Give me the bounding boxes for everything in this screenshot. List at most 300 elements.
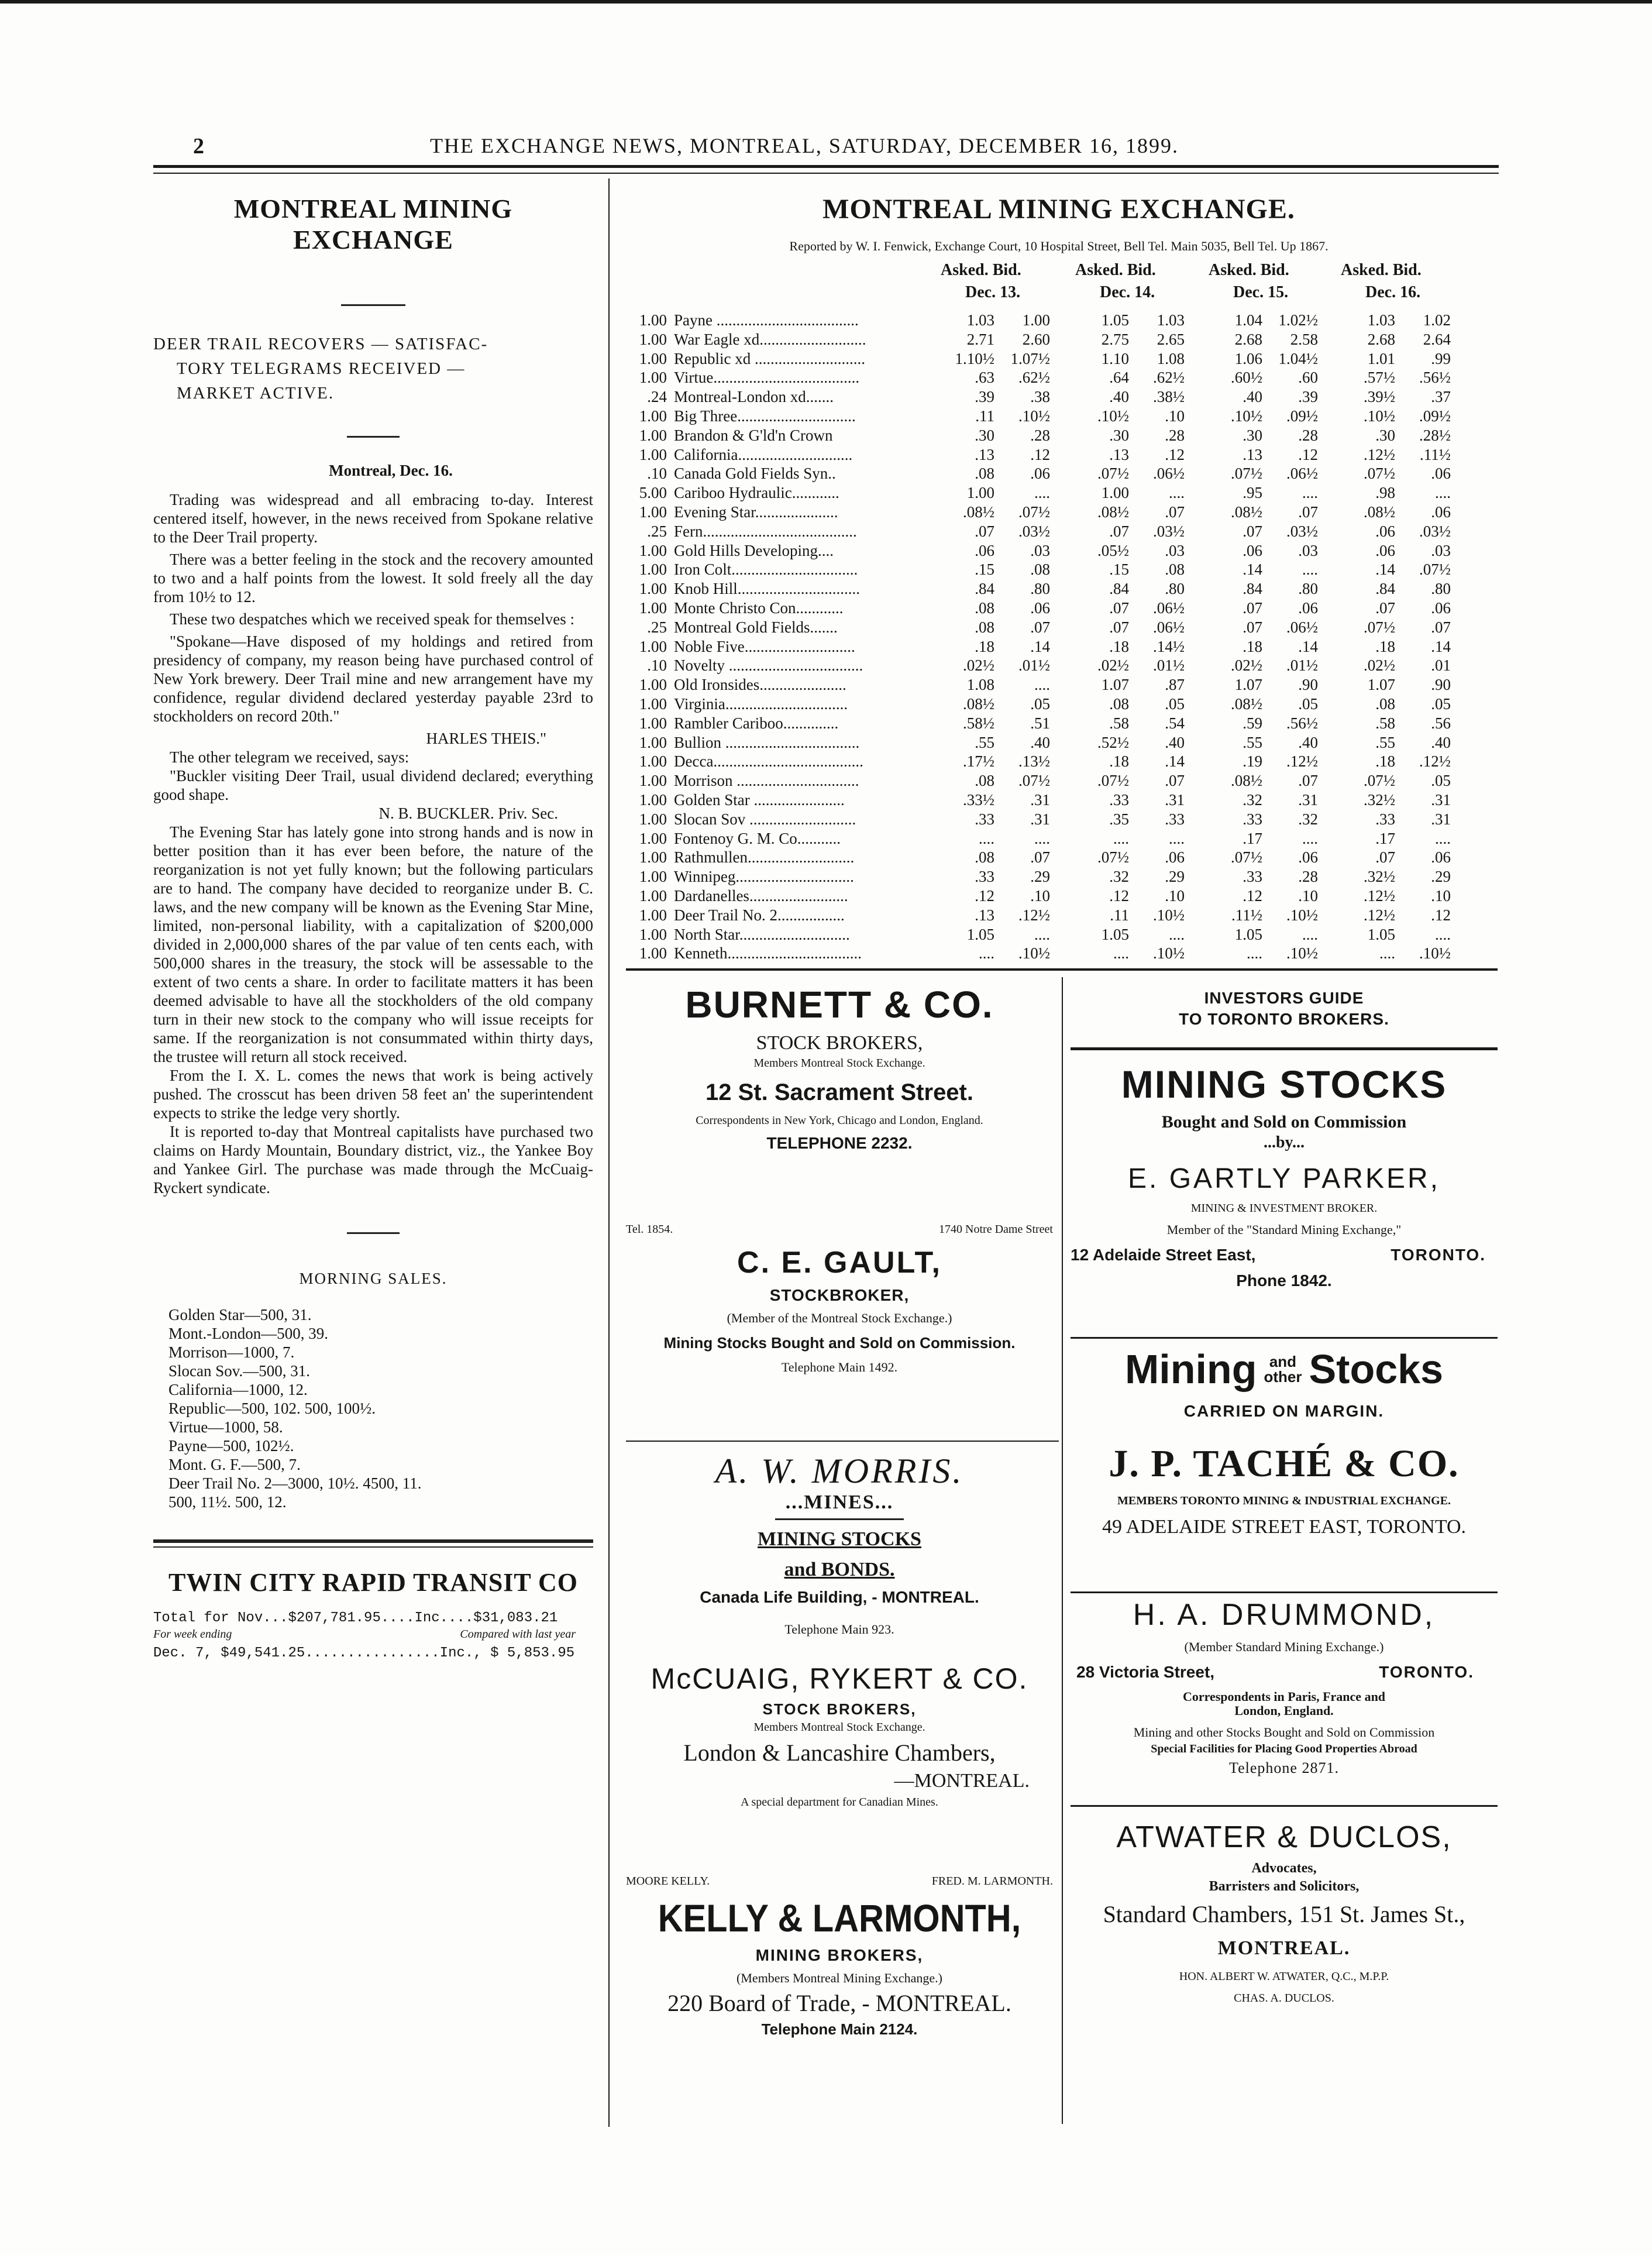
- asked-price: .33: [1243, 810, 1262, 828]
- stock-name: Monte Christo Con............: [674, 599, 844, 617]
- par-value: 1.00: [639, 311, 667, 329]
- asked-price: 2.68: [1234, 330, 1262, 348]
- bid-price: .32: [1298, 810, 1318, 828]
- bid-price: .05: [1431, 772, 1451, 790]
- investors-guide: [1071, 989, 1498, 1029]
- asked-price: .07: [1375, 599, 1395, 617]
- bid-price: .90: [1431, 676, 1451, 694]
- article-paragraph: From the I. X. L. comes the news that work is being actively pushed. The crosscut has been driven 58 feet an' the superintendent expects to strike the ledge very shortly.: [153, 1067, 593, 1122]
- par-value: 1.00: [639, 637, 667, 655]
- bid-price: .62½: [1153, 369, 1185, 387]
- table-bottom-rule: [626, 968, 1498, 971]
- asked-price: .84: [1375, 580, 1395, 598]
- bid-price: ....: [1169, 484, 1185, 502]
- asked-price: .12: [1109, 887, 1129, 905]
- investors-line2: TO TORONTO BROKERS.: [1179, 1010, 1389, 1028]
- bid-price: .05: [1298, 695, 1318, 713]
- drummond-phone: Telephone 2871.: [1229, 1759, 1339, 1776]
- asked-price: .55: [1243, 733, 1262, 751]
- asked-price: ....: [1379, 944, 1395, 962]
- bid-price: .06: [1298, 599, 1318, 617]
- col-header-date: Dec. 15.: [1233, 283, 1289, 301]
- bid-price: .29: [1431, 868, 1451, 886]
- asked-price: 1.00: [1101, 484, 1129, 502]
- quote-row: [626, 695, 1492, 713]
- parker-line2: ...by...: [1263, 1133, 1305, 1151]
- twin-rule-thin: [153, 1546, 593, 1548]
- asked-price: .10½: [1364, 407, 1395, 425]
- bid-price: .07: [1298, 503, 1318, 521]
- asked-price: ....: [979, 829, 994, 847]
- asked-price: .11: [1110, 906, 1129, 924]
- par-value: 1.00: [639, 868, 667, 886]
- gault-street: 1740 Notre Dame Street: [939, 1223, 1053, 1236]
- asked-price: .14: [1243, 561, 1262, 579]
- stock-name: Brandon & G'ld'n Crown: [674, 426, 833, 444]
- bid-price: 1.02½: [1278, 311, 1318, 329]
- quote-row: [626, 311, 1492, 329]
- par-value: 1.00: [639, 906, 667, 924]
- quote-row: [626, 369, 1492, 386]
- asked-price: .06: [1375, 541, 1395, 559]
- article-paragraph: The Evening Star has lately gone into strong hands and is now in better position than it has ever been before, the nature of the reorganization is not yet fully known; but the following particulars are to hand. The company have decided to reorganize under B. C. laws, and the new company will be known as the Evening Star Mine, limited, non-personal liability, with a capitalization of $200,000 divided in 2,000,000 shares of the par value of ten cents each, with 500,000 shares in the treasury, the stock will be assessable to the extent of two cents a share. In order to facilitate matters it has been deemed advisable to have all the stockholders of the old company turn in their new stock to the company who will issue receipts for same. If the reorganization is not consummated within thirty days, the trustee will return all stock received.: [153, 823, 593, 1065]
- bid-price: .10: [1298, 887, 1318, 905]
- bid-price: .14: [1298, 637, 1318, 655]
- headline-divider: [347, 436, 400, 438]
- bid-price: .06½: [1153, 618, 1185, 636]
- asked-price: .08½: [1097, 503, 1129, 521]
- drummond-line1: (Member Standard Mining Exchange.): [1184, 1639, 1384, 1654]
- asked-price: .58: [1375, 714, 1395, 732]
- asked-price: .07: [1243, 618, 1262, 636]
- tache-name: J. P. TACHÉ & CO.: [1109, 1442, 1460, 1485]
- asked-price: .17: [1243, 829, 1262, 847]
- asked-price: .12½: [1364, 887, 1395, 905]
- bid-price: .03: [1165, 541, 1185, 559]
- asked-price: .06: [1375, 522, 1395, 540]
- bid-price: .06½: [1153, 465, 1185, 483]
- bid-price: .14: [1165, 752, 1185, 771]
- asked-price: .08½: [1231, 772, 1262, 790]
- asked-price: .30: [1243, 426, 1262, 444]
- bid-price: 1.02: [1423, 311, 1451, 329]
- kelly-partner2: FRED. M. LARMONTH.: [931, 1875, 1053, 1888]
- asked-price: ....: [1247, 944, 1262, 962]
- parker-rule: [1071, 1337, 1498, 1339]
- par-value: 1.00: [639, 445, 667, 463]
- drummond-ad: [1071, 1597, 1498, 1777]
- asked-price: .07: [975, 522, 994, 540]
- investors-rule: [1071, 1047, 1498, 1050]
- tache-title-and: and: [1269, 1353, 1297, 1370]
- bid-price: .12: [1431, 906, 1451, 924]
- par-value: 1.00: [639, 772, 667, 790]
- kelly-ad: [626, 1875, 1053, 2039]
- asked-price: .08: [975, 848, 994, 867]
- asked-price: .05½: [1097, 541, 1129, 559]
- morning-sales-list: [153, 1305, 593, 1511]
- morris-line1: ...MINES...: [785, 1491, 894, 1513]
- sale-entry: Deer Trail No. 2—3000, 10½. 4500, 11.: [168, 1474, 422, 1492]
- stock-name: Payne ....................................: [674, 311, 859, 329]
- asked-price: .32½: [1364, 868, 1395, 886]
- bid-price: .03: [1298, 541, 1318, 559]
- kelly-phone: Telephone Main 2124.: [761, 2020, 918, 2038]
- sale-entry: Mont.-London—500, 39.: [168, 1325, 328, 1342]
- quote-row: [626, 331, 1492, 348]
- par-value: .25: [647, 618, 667, 636]
- par-value: 1.00: [639, 561, 667, 579]
- asked-price: .07½: [1097, 848, 1129, 867]
- asked-price: .30: [1109, 426, 1129, 444]
- par-value: 1.00: [639, 407, 667, 425]
- bid-price: .51: [1030, 714, 1050, 732]
- par-value: .24: [647, 388, 667, 406]
- twin-city-week: Dec. 7, $49,541.25................Inc., $ 5,853.95: [153, 1645, 575, 1661]
- asked-price: .07½: [1364, 465, 1395, 483]
- stock-name: Winnipeg..............................: [674, 868, 854, 886]
- bid-price: .80: [1431, 580, 1451, 598]
- bid-price: .01½: [1153, 656, 1185, 675]
- asked-price: ....: [979, 944, 994, 962]
- asked-price: .17: [1375, 829, 1395, 847]
- burnett-name: BURNETT & CO.: [685, 984, 994, 1026]
- par-value: .10: [647, 656, 667, 675]
- bid-price: .14: [1431, 637, 1451, 655]
- article-paragraph: Trading was widespread and all embracing to-day. Interest centered itself, however, in the news received from Spokane relative to the Deer Trail property.: [153, 491, 593, 546]
- stock-name: Slocan Sov ...........................: [674, 810, 856, 828]
- header-rule-thin: [153, 173, 1499, 174]
- burnett-line4: Correspondents in New York, Chicago and London, England.: [696, 1114, 983, 1127]
- kelly-partner1: MOORE KELLY.: [626, 1875, 710, 1888]
- asked-price: .07: [1243, 522, 1262, 540]
- bid-price: .40: [1298, 733, 1318, 751]
- quote-row: [626, 446, 1492, 463]
- gault-ad: [626, 1223, 1053, 1375]
- mccuaig-line3: London & Lancashire Chambers,: [683, 1740, 996, 1766]
- drummond-city: TORONTO.: [1379, 1663, 1474, 1681]
- asked-price: .18: [1375, 637, 1395, 655]
- kelly-partners: [626, 1875, 1053, 1888]
- bid-price: .06: [1431, 599, 1451, 617]
- par-value: 1.00: [639, 426, 667, 444]
- stock-name: Morrison ...............................: [674, 772, 859, 790]
- mccuaig-line5: A special department for Canadian Mines.: [741, 1796, 938, 1809]
- sale-entry: Golden Star—500, 31.: [168, 1306, 312, 1324]
- par-value: 1.00: [639, 752, 667, 771]
- twin-city-title: TWIN CITY RAPID TRANSIT CO: [168, 1568, 578, 1597]
- atwater-ad: [1071, 1820, 1498, 2005]
- tache-line2: MEMBERS TORONTO MINING & INDUSTRIAL EXCHANGE.: [1117, 1494, 1451, 1507]
- col-header-asked-bid: Asked. Bid.: [1341, 261, 1422, 279]
- asked-price: .19: [1243, 752, 1262, 771]
- parker-title: MINING STOCKS: [1121, 1063, 1447, 1106]
- bid-price: .10½: [1153, 906, 1185, 924]
- parker-ad: [1071, 1062, 1498, 1290]
- bid-price: ....: [1302, 925, 1318, 943]
- tache-ad: [1071, 1346, 1498, 1538]
- bid-price: .40: [1431, 733, 1451, 751]
- par-value: 1.00: [639, 810, 667, 828]
- asked-price: 1.05: [966, 925, 994, 943]
- asked-price: .84: [975, 580, 994, 598]
- asked-price: .95: [1243, 484, 1262, 502]
- asked-price: .13: [1109, 445, 1129, 463]
- asked-price: .58½: [963, 714, 994, 732]
- asked-price: .07½: [1097, 772, 1129, 790]
- top-border: [0, 0, 1652, 4]
- quote-row: [626, 810, 1492, 828]
- bid-price: .12: [1298, 445, 1318, 463]
- kelly-line3: 220 Board of Trade, - MONTREAL.: [667, 1990, 1011, 2016]
- bid-price: .39: [1298, 388, 1318, 406]
- bid-price: .06: [1431, 465, 1451, 483]
- header-rule-thick: [153, 165, 1499, 168]
- quote-row: [626, 580, 1492, 597]
- asked-price: 1.00: [966, 484, 994, 502]
- stock-name: Golden Star .......................: [674, 791, 845, 809]
- bid-price: .01: [1431, 656, 1451, 675]
- asked-price: .06: [1243, 541, 1262, 559]
- quote-row: [626, 714, 1492, 732]
- asked-price: ....: [1113, 944, 1129, 962]
- bid-price: .01½: [1018, 656, 1050, 675]
- asked-price: .12: [1243, 887, 1262, 905]
- twin-city-total: Total for Nov...$207,781.95....Inc....$31,083.21: [153, 1610, 558, 1626]
- asked-price: .18: [1375, 752, 1395, 771]
- kelly-line1: MINING BROKERS,: [755, 1946, 924, 1964]
- asked-price: .55: [1375, 733, 1395, 751]
- par-value: 5.00: [639, 484, 667, 502]
- bid-price: 1.08: [1157, 349, 1185, 367]
- asked-price: .98: [1375, 484, 1395, 502]
- asked-price: .32: [1243, 791, 1262, 809]
- asked-price: 1.07: [1367, 676, 1395, 694]
- bid-price: .40: [1165, 733, 1185, 751]
- asked-price: .40: [1109, 388, 1129, 406]
- stock-name: Rambler Cariboo..............: [674, 714, 839, 732]
- tache-line3: 49 ADELAIDE STREET EAST, TORONTO.: [1102, 1516, 1467, 1538]
- asked-price: .07: [1109, 618, 1129, 636]
- burnett-phone: TELEPHONE 2232.: [766, 1134, 913, 1152]
- asked-price: .02½: [963, 656, 994, 675]
- bid-price: .12½: [1419, 752, 1451, 771]
- morris-line3: and BONDS.: [784, 1559, 895, 1580]
- tache-line1: CARRIED ON MARGIN.: [1183, 1402, 1385, 1420]
- bid-price: .05: [1431, 695, 1451, 713]
- asked-price: .33: [1109, 791, 1129, 809]
- asked-price: 1.07: [1234, 676, 1262, 694]
- stock-name: Montreal Gold Fields.......: [674, 618, 838, 636]
- asked-price: .02½: [1231, 656, 1262, 675]
- telegram-signature: N. B. BUCKLER. Priv. Sec.: [378, 805, 558, 822]
- stock-name: Bullion ..................................: [674, 733, 860, 751]
- parker-line4: Member of the "Standard Mining Exchange,": [1166, 1222, 1402, 1237]
- bid-price: .10½: [1286, 906, 1318, 924]
- drummond-rule: [1071, 1805, 1498, 1807]
- bid-price: 1.00: [1022, 311, 1050, 329]
- asked-price: .52½: [1097, 733, 1129, 751]
- asked-price: 1.04: [1234, 311, 1262, 329]
- par-value: 1.00: [639, 599, 667, 617]
- tache-title-other: other: [1264, 1368, 1302, 1386]
- bid-price: .03½: [1419, 522, 1451, 540]
- asked-price: .14: [1375, 561, 1395, 579]
- asked-price: .35: [1109, 810, 1129, 828]
- gault-top-line: [626, 1223, 1053, 1239]
- quote-row: [626, 944, 1492, 962]
- asked-price: .08: [975, 618, 994, 636]
- asked-price: .07½: [1364, 772, 1395, 790]
- par-value: 1.00: [639, 349, 667, 367]
- page-number: 2: [193, 134, 204, 159]
- asked-price: .11: [975, 407, 994, 425]
- bid-price: ....: [1169, 829, 1185, 847]
- kelly-name: KELLY & LARMONTH,: [658, 1896, 1021, 1940]
- tache-title: [1071, 1346, 1498, 1393]
- quote-row: [626, 465, 1492, 482]
- telegram-quote: "Spokane—Have disposed of my holdings and retired from presidency of company, my reason being have purchased control of New York brewery. Deer Trail mine and new arrangement have my confidence, regular dividend declared yesterday payable 23rd to stockholders on record 20th.": [153, 632, 593, 725]
- bid-price: .28: [1298, 426, 1318, 444]
- quote-row: [626, 427, 1492, 444]
- sale-entry: Mont. G. F.—500, 7.: [168, 1456, 301, 1473]
- drummond-line4: Mining and other Stocks Bought and Sold on Commission: [1133, 1725, 1435, 1740]
- quote-row: [626, 522, 1492, 540]
- quote-row: [626, 484, 1492, 501]
- asked-price: .08½: [1231, 503, 1262, 521]
- bid-price: .07: [1030, 618, 1050, 636]
- bid-price: .40: [1030, 733, 1050, 751]
- article-section-title: MONTREAL MINING EXCHANGE: [233, 194, 513, 255]
- bid-price: ....: [1034, 484, 1050, 502]
- par-value: 1.00: [639, 541, 667, 559]
- par-value: 1.00: [639, 695, 667, 713]
- asked-price: .33: [975, 868, 994, 886]
- par-value: 1.00: [639, 848, 667, 867]
- morning-sales-title: MORNING SALES.: [299, 1270, 448, 1287]
- parker-name: E. GARTLY PARKER,: [1128, 1163, 1440, 1194]
- bid-price: .06: [1298, 848, 1318, 867]
- asked-price: .07: [1109, 599, 1129, 617]
- tache-rule: [1071, 1591, 1498, 1593]
- quote-row: [626, 906, 1492, 924]
- bid-price: .14: [1030, 637, 1050, 655]
- quote-row: [626, 830, 1492, 847]
- bid-price: .54: [1165, 714, 1185, 732]
- stock-name: North Star............................: [674, 925, 850, 943]
- parker-line1: Bought and Sold on Commission: [1161, 1112, 1407, 1132]
- twin-rule-thick: [153, 1539, 593, 1543]
- morris-line4: Canada Life Building, - MONTREAL.: [700, 1588, 979, 1606]
- bid-price: .80: [1298, 580, 1318, 598]
- asked-price: .10½: [1231, 407, 1262, 425]
- bid-price: .29: [1165, 868, 1185, 886]
- asked-price: .02½: [1364, 656, 1395, 675]
- par-value: 1.00: [639, 925, 667, 943]
- mccuaig-line2: Members Montreal Stock Exchange.: [753, 1721, 925, 1734]
- atwater-line6: CHAS. A. DUCLOS.: [1234, 1992, 1334, 2005]
- bid-price: 2.64: [1423, 330, 1451, 348]
- asked-price: ....: [1113, 829, 1129, 847]
- asked-price: .32½: [1364, 791, 1395, 809]
- asked-price: .33: [975, 810, 994, 828]
- gault-line2: (Member of the Montreal Stock Exchange.): [727, 1311, 952, 1325]
- article-paragraph: The other telegram we received, says:: [170, 748, 409, 766]
- bid-price: .08: [1165, 561, 1185, 579]
- stock-name: Virtue.....................................: [674, 369, 860, 387]
- stock-name: Big Three..............................: [674, 407, 856, 425]
- bid-price: ....: [1034, 829, 1050, 847]
- asked-price: 1.10: [1101, 349, 1129, 367]
- bid-price: ....: [1034, 925, 1050, 943]
- morris-phone: Telephone Main 923.: [784, 1622, 894, 1637]
- quote-table-reporter: Reported by W. I. Fenwick, Exchange Court, 10 Hospital Street, Bell Tel. Main 5035, Bell Tel. Up 1867.: [789, 239, 1329, 253]
- bid-price: .31: [1431, 810, 1451, 828]
- parker-street: 12 Adelaide Street East,: [1071, 1246, 1256, 1264]
- asked-price: 1.05: [1367, 925, 1395, 943]
- asked-price: .07½: [1231, 848, 1262, 867]
- bid-price: .13½: [1018, 752, 1050, 771]
- bid-price: ....: [1435, 484, 1451, 502]
- bid-price: .06: [1431, 503, 1451, 521]
- bid-price: .03½: [1153, 522, 1185, 540]
- stock-name: Old Ironsides......................: [674, 676, 846, 694]
- parker-line3: MINING & INVESTMENT BROKER.: [1190, 1202, 1378, 1215]
- par-value: 1.00: [639, 791, 667, 809]
- bid-price: .28½: [1419, 426, 1451, 444]
- par-value: 1.00: [639, 580, 667, 598]
- bid-price: .07½: [1018, 772, 1050, 790]
- quote-row: [626, 752, 1492, 770]
- bid-price: ....: [1302, 561, 1318, 579]
- bid-price: .37: [1431, 388, 1451, 406]
- investors-line1: INVESTORS GUIDE: [1204, 989, 1364, 1007]
- atwater-line4: MONTREAL.: [1217, 1937, 1351, 1959]
- bid-price: .12: [1030, 445, 1050, 463]
- asked-price: .33½: [963, 791, 994, 809]
- asked-price: .08½: [963, 695, 994, 713]
- bid-price: .11½: [1420, 445, 1451, 463]
- stock-name: Evening Star.....................: [674, 503, 838, 521]
- bid-price: .28: [1165, 426, 1185, 444]
- telegram-signature: HARLES THEIS.": [426, 730, 546, 747]
- bid-price: .10½: [1018, 407, 1050, 425]
- asked-price: .08: [1375, 695, 1395, 713]
- asked-price: .10½: [1097, 407, 1129, 425]
- asked-price: .32: [1109, 868, 1129, 886]
- gault-line1: STOCKBROKER,: [769, 1286, 910, 1304]
- morris-rule: [775, 1518, 904, 1520]
- asked-price: .12½: [1364, 906, 1395, 924]
- asked-price: .59: [1243, 714, 1262, 732]
- article-paragraph: It is reported to-day that Montreal capitalists have purchased two claims on Hardy Mountain, Boundary district, viz., the Yankee Boy and Yankee Girl. The purchase was made through the McCuaig-Ryckert syndicate.: [153, 1123, 593, 1197]
- asked-price: 2.71: [966, 330, 994, 348]
- stock-name: Gold Hills Developing....: [674, 541, 834, 559]
- parker-address-line: [1071, 1246, 1498, 1269]
- bid-price: .31: [1030, 810, 1050, 828]
- drummond-line3: Correspondents in Paris, France and London, England.: [1182, 1689, 1386, 1718]
- stock-name: Novelty ..................................: [674, 656, 863, 675]
- mccuaig-ad: [626, 1662, 1053, 1809]
- asked-price: 1.03: [966, 311, 994, 329]
- headline-line: MARKET ACTIVE.: [177, 384, 335, 403]
- asked-price: 1.05: [1234, 925, 1262, 943]
- bid-price: .14½: [1153, 637, 1185, 655]
- quote-row: [626, 848, 1492, 866]
- sale-entry: Payne—500, 102½.: [168, 1437, 294, 1455]
- bid-price: .08: [1030, 561, 1050, 579]
- quote-row: [626, 599, 1492, 617]
